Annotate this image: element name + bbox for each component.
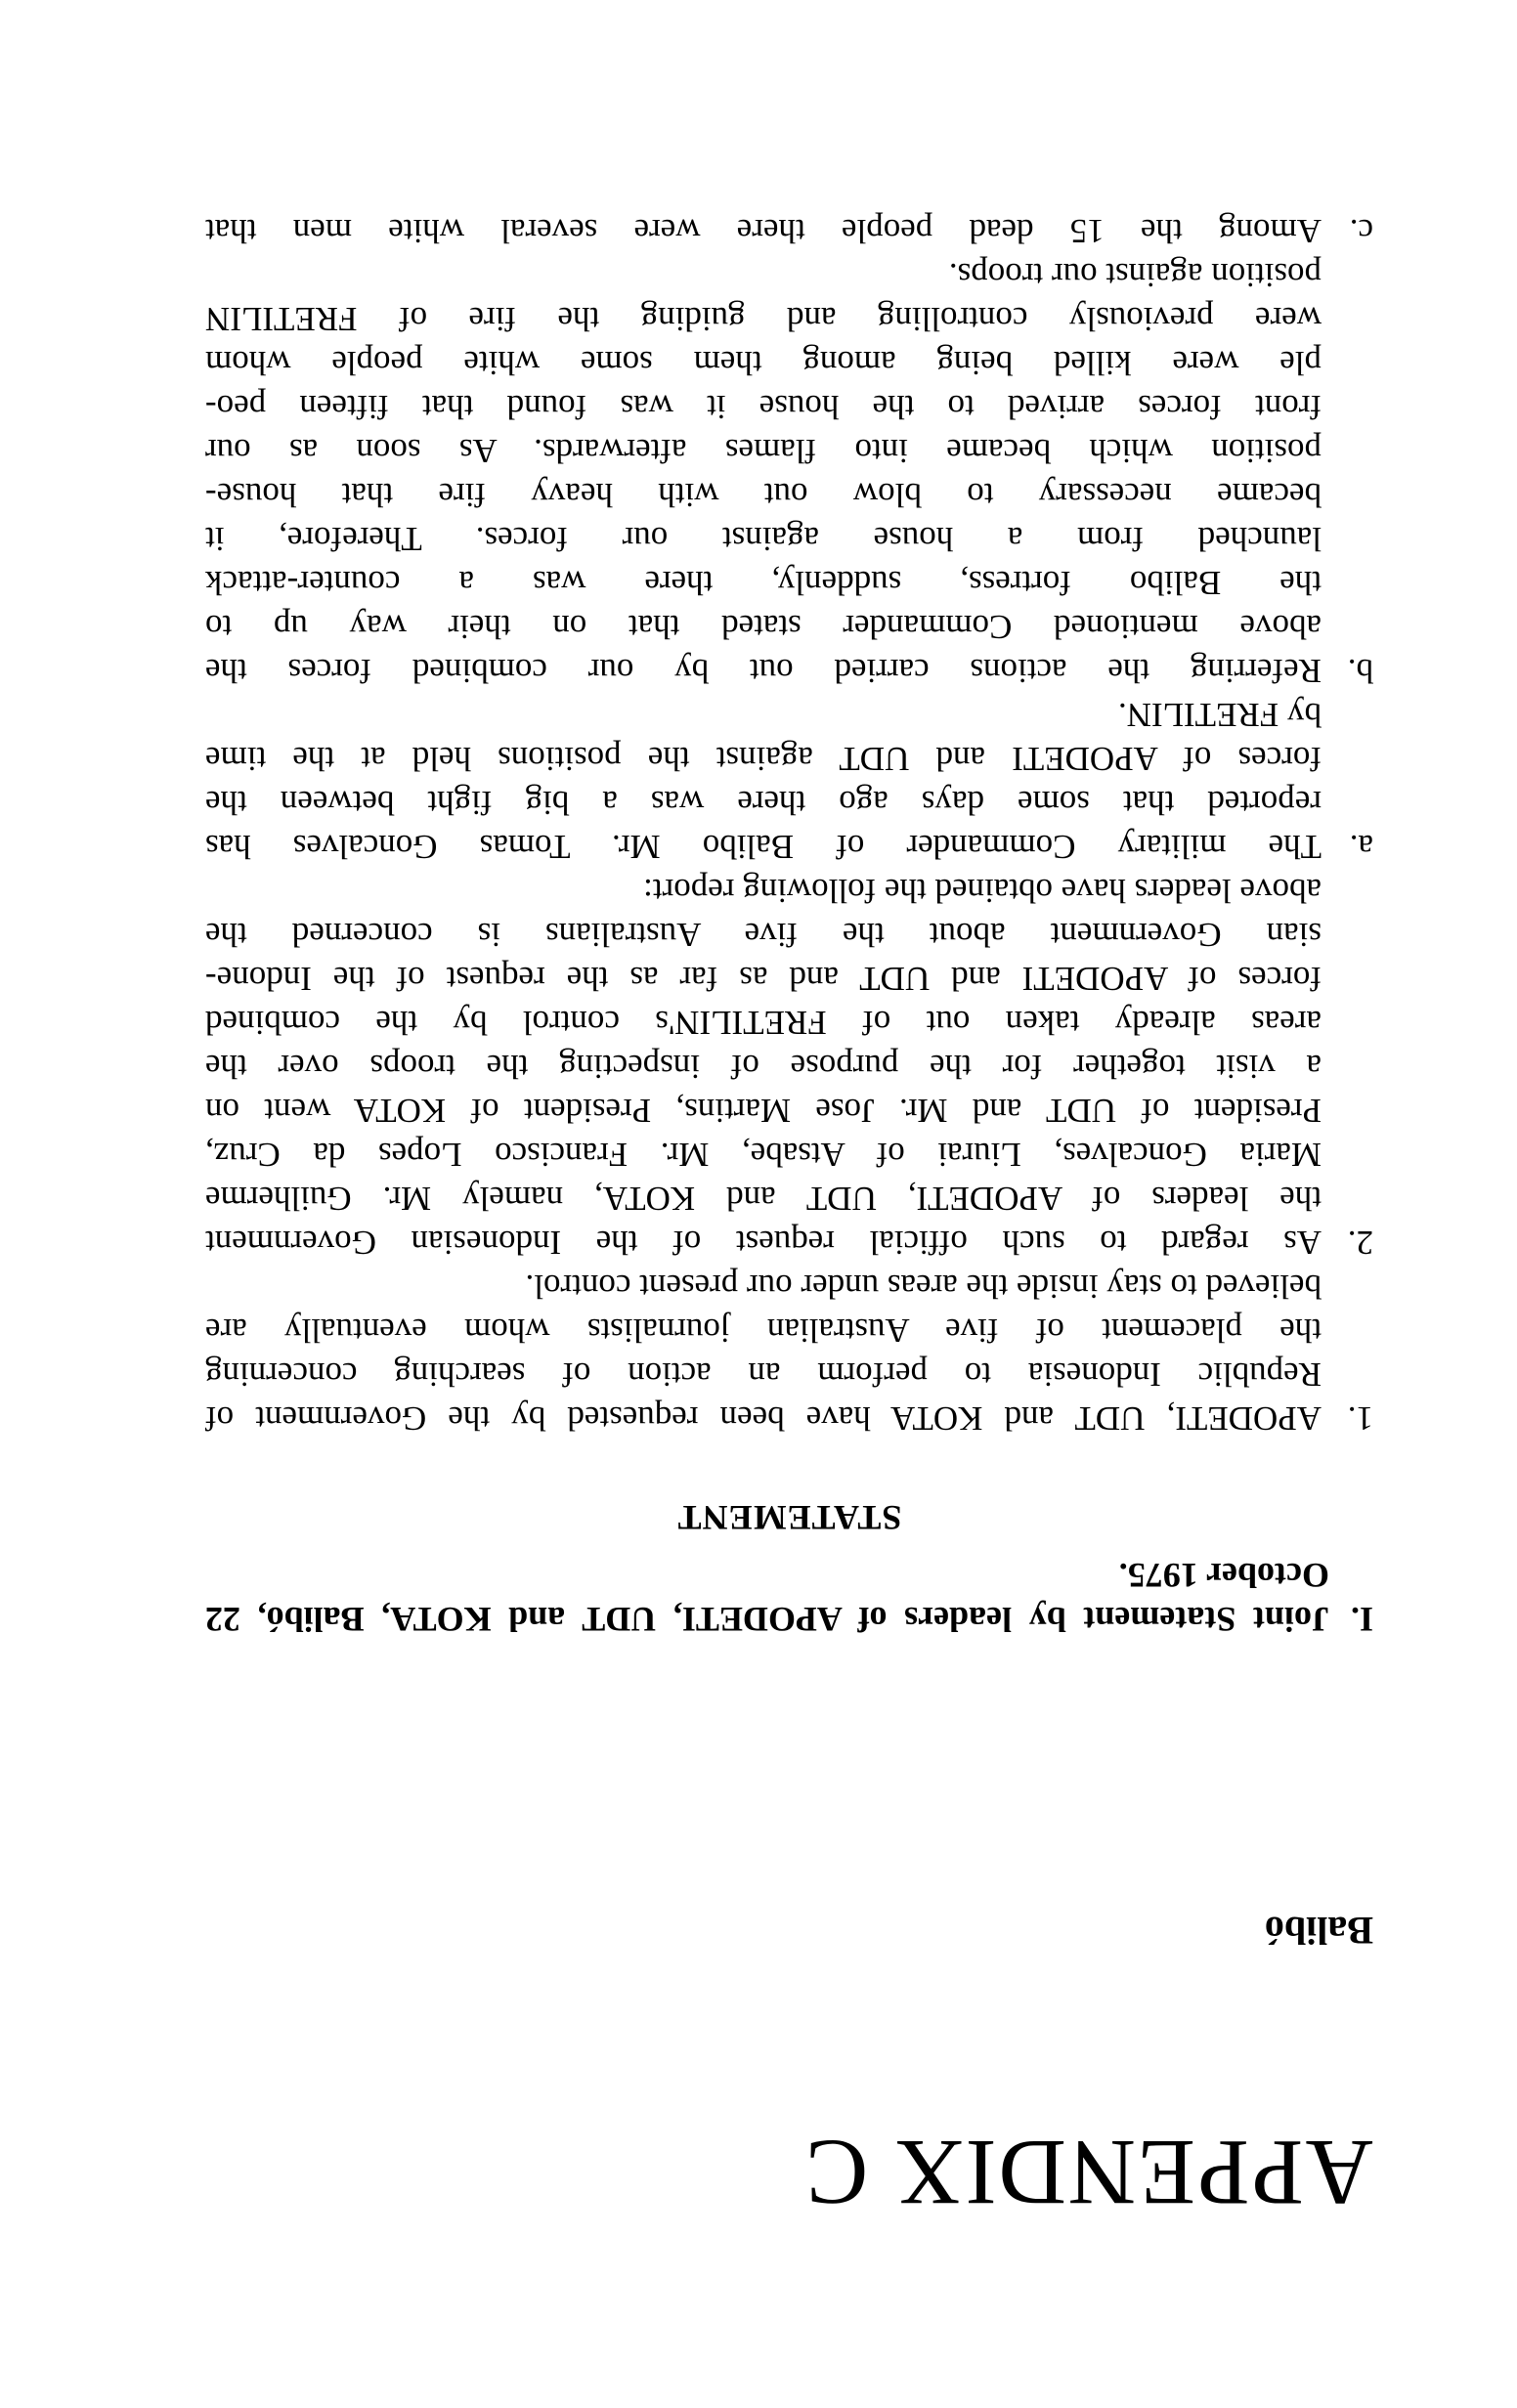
paragraph	[205, 209, 1373, 253]
text-line: APODETI, UDT and KOTA have been requested by the Government of	[205, 1399, 1322, 1438]
text-line: became necessary to blow out with heavy fire that house-	[205, 476, 1322, 514]
statement-title: STATEMENT	[676, 1498, 902, 1537]
text-line: Maria Goncalves, Liurai of Atsabe, Mr. Francisco Lopes da Cruz,	[205, 1136, 1322, 1174]
heading-line: October 1975.	[1118, 1556, 1329, 1595]
text-line: President of UDT and Mr. Jose Martins, President of KOTA went on	[205, 1092, 1322, 1130]
text-line: by FRETILIN.	[1117, 696, 1322, 734]
text-line: above mentioned Commander stated that on their way up to	[205, 608, 1322, 646]
text-line: front forces arrived to the house it was found that fifteen peo-	[205, 388, 1322, 426]
paragraph	[205, 693, 1373, 869]
text-line: position which became into flames afterwards. As soon as our	[205, 432, 1322, 470]
text-line: were previously controlling and guiding the fire of FRETILIN	[205, 300, 1322, 338]
text-line: the Balibo fortress, suddenly, there was a counter-attack	[205, 564, 1322, 602]
text-line: the placement of five Australian journalists whom eventually are	[205, 1312, 1322, 1350]
paragraph	[205, 1265, 1373, 1440]
text-line: As regard to such official request of the Indonesian Government	[205, 1224, 1322, 1262]
heading-line: Joint Statement by leaders of APODETI, UDT and KOTA, Balibó, 22	[205, 1600, 1329, 1639]
paragraph-number: 2.	[1347, 1224, 1373, 1262]
paragraph-number: b.	[1347, 652, 1373, 690]
text-line: Among the 15 dead people there were several white men that	[205, 212, 1322, 250]
text-line: ple were killed being among them some white people whom	[205, 344, 1322, 382]
appendix-title: APPENDIX C	[803, 2121, 1373, 2225]
text-line: position against our troops.	[948, 256, 1322, 294]
text-line: believed to stay inside the areas under our present control.	[525, 1268, 1322, 1306]
text-line: reported that some days ago there was a big fight between the	[205, 784, 1322, 822]
text-line: sian Government about the five Australians is concerned the	[205, 916, 1322, 954]
text-line: forces of APODETI and UDT and as far as the request of the Indone-	[205, 960, 1322, 998]
statement-body	[205, 209, 1373, 1440]
text-line: areas already taken out of FRETILIN's control by the combined	[205, 1004, 1322, 1042]
text-line: above leaders have obtained the following report:	[643, 872, 1322, 910]
place-heading: Balibó	[1264, 1909, 1373, 1953]
text-line: Republic Indonesia to perform an action of searching concerning	[205, 1355, 1322, 1394]
paragraph	[205, 253, 1373, 693]
paragraph	[205, 869, 1373, 1265]
text-line: launched from a house against our forces. Therefore, it	[205, 520, 1322, 558]
paragraph-number: 1.	[1347, 1399, 1373, 1438]
text-line: the leaders of APODETI, UDT and KOTA, namely Mr. Guilherme	[205, 1180, 1322, 1218]
text-line: The military Commander of Balibo Mr. Tomas Goncalves has	[205, 828, 1322, 866]
text-line: forces of APODETI and UDT against the positions held at the time	[205, 740, 1322, 778]
text-line: a visit together for the purpose of inspecting the troops over the	[205, 1048, 1322, 1086]
paragraph-number: a.	[1349, 828, 1373, 866]
text-line: Referring the actions carried out by our combined forces the	[205, 652, 1322, 690]
paragraph-number: c.	[1349, 212, 1373, 250]
section-heading	[205, 1553, 1373, 1641]
section-number: I.	[1350, 1600, 1373, 1639]
